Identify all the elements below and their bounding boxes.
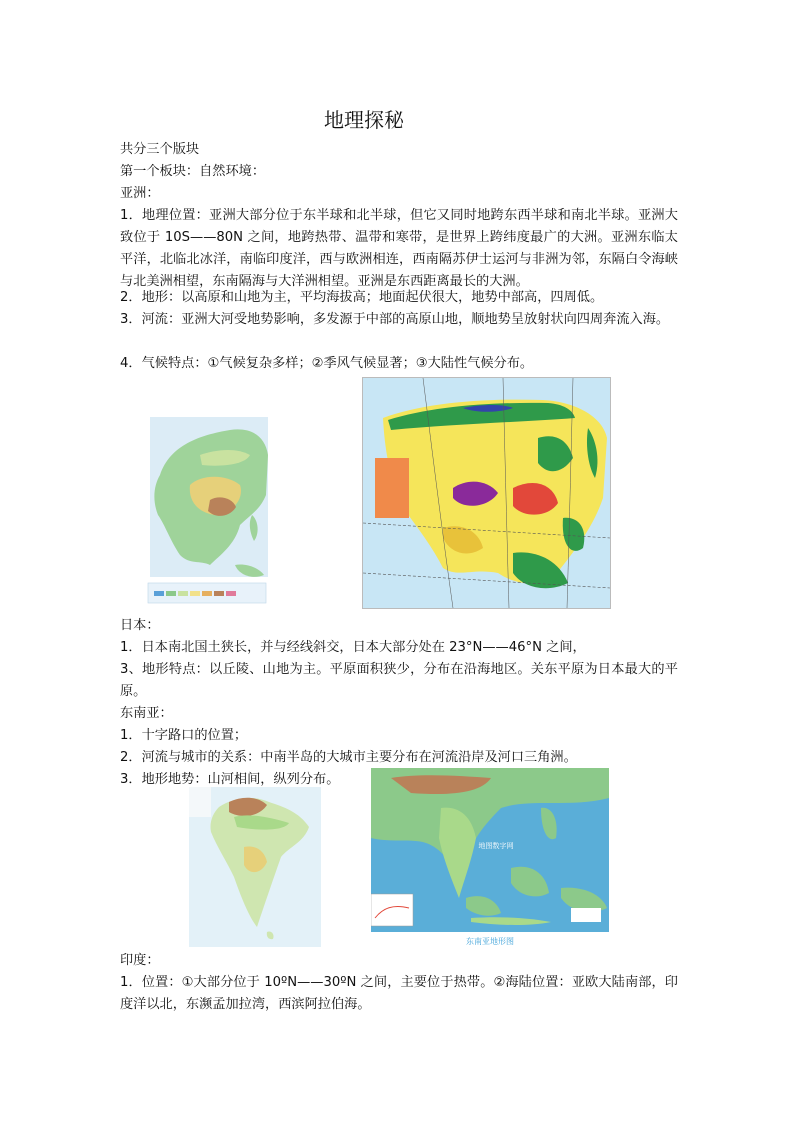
section-heading: 第一个板块：自然环境： <box>120 164 266 179</box>
india-heading: 印度： <box>120 953 160 968</box>
asia-terrain-map <box>140 415 270 605</box>
sea-crossroads-paragraph: 1．十字路口的位置； <box>120 728 248 743</box>
intro-text: 共分三个版块 <box>120 142 200 157</box>
sea-map-caption: 东南亚地形图 <box>466 937 514 946</box>
asia-climate-map <box>362 377 611 609</box>
asia-heading: 亚洲： <box>120 186 160 201</box>
page-title: 地理探秘 <box>324 108 404 132</box>
asia-climate-paragraph: 4．气候特点：①气候复杂多样；②季风气候显著；③大陆性气候分布。 <box>120 356 534 371</box>
sea-map-watermark: 地图数字网 <box>478 842 514 850</box>
asia-river-paragraph: 3．河流：亚洲大河受地势影响，多发源于中部的高原山地，顺地势呈放射状向四周奔流入海。 <box>120 312 670 327</box>
sea-terrain-paragraph: 3．地形地势：山河相间，纵列分布。 <box>120 772 340 787</box>
asia-terrain-paragraph: 2．地形：以高原和山地为主，平均海拔高；地面起伏很大，地势中部高，四周低。 <box>120 290 604 305</box>
sea-river-city-paragraph: 2．河流与城市的关系：中南半岛的大城市主要分布在河流沿岸及河口三角洲。 <box>120 750 577 765</box>
sea-heading: 东南亚： <box>120 706 173 721</box>
sea-terrain-map <box>371 768 609 946</box>
india-location-paragraph: 1．位置：①大部分位于 10ºN——30ºN 之间，主要位于热带。②海陆位置：亚欧大陆南部，印度洋以北，东濒孟加拉湾，西滨阿拉伯海。 <box>120 975 678 1012</box>
india-terrain-map <box>189 787 321 947</box>
japan-heading: 日本： <box>120 618 160 633</box>
japan-location-paragraph: 1．日本南北国土狭长，并与经线斜交，日本大部分处在 23°N——46°N 之间， <box>120 640 586 655</box>
japan-terrain-paragraph: 3、地形特点：以丘陵、山地为主。平原面积狭少，分布在沿海地区。关东平原为日本最大的平原。 <box>120 662 678 699</box>
asia-location-paragraph: 1．地理位置：亚洲大部分位于东半球和北半球，但它又同时地跨东西半球和南北半球。亚洲大致位于 10S——80N 之间，地跨热带、温带和寒带，是世界上跨纬度最广的大洲。亚洲东临太平洋，北临北冰洋，南临印度洋，西与欧洲相连，西南隔苏伊士运河与非洲为邻，东隔白令海峡与北美洲相望，东南隔海与大洋洲相望。亚洲是东西距离最长的大洲。 <box>120 208 678 289</box>
